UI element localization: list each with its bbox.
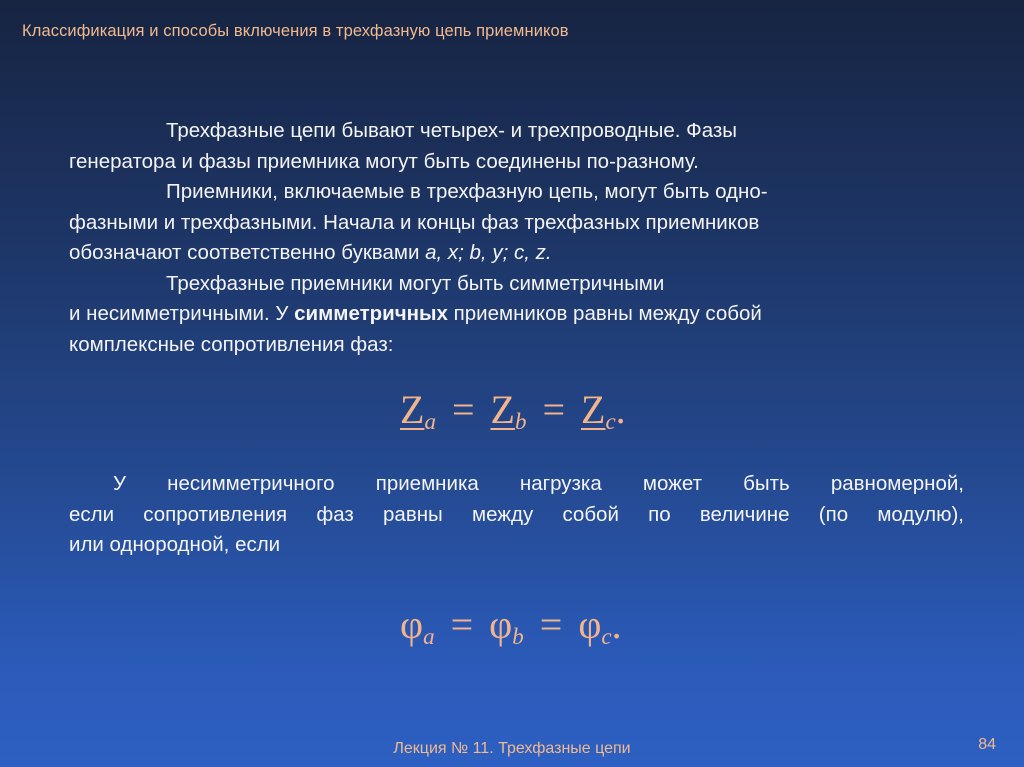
text-line: У несимметричного приемника нагрузка может быть равномерной, [113,472,964,495]
formula-subscript: c [605,409,616,434]
text-line: Трехфазные цепи бывают четырех- и трехпроводные. Фазы [166,119,738,142]
impedance-equality-formula [400,386,626,435]
text-line: Трехфазные приемники могут быть симметричными [166,271,665,295]
page-number: 84 [978,736,996,753]
equals-sign: = [450,602,474,647]
formula-subscript: a [424,409,436,434]
formula-symbol: φ [489,602,513,647]
formula-symbol: φ [578,602,602,647]
text-span: обозначают соответственно буквами [69,241,426,264]
formula-period: . [611,602,622,647]
slide-title: Классификация и способы включения в трехфазную цепь приемников [22,22,569,40]
text-line [69,299,964,330]
text-line: Приемники, включаемые в трехфазную цепь, могут быть одно- [166,180,768,203]
main-text [69,116,964,360]
equals-sign: = [542,387,565,432]
emphasis-text: симметричных [294,302,448,325]
text-span: и несимметричными. У [69,302,295,325]
slide-footer: Лекция № 11. Трехфазные цепи [393,740,631,757]
equals-sign: = [539,602,563,647]
text-line: или однородной, если [69,533,281,556]
formula-subscript: c [601,624,612,649]
text-span: приемников равны между собой [447,302,762,325]
formula-symbol: φ [400,602,424,647]
formula-symbol: Z [490,387,515,432]
formula-symbol: Z [400,387,425,432]
phase-angle-equality-formula [400,601,622,650]
text-line [69,238,964,269]
equals-sign: = [451,387,475,432]
text-line: генератора и фазы приемника могут быть соединены по-разному. [69,149,699,173]
phase-letters: a, x; b, y; c, z. [425,241,552,264]
formula-symbol: Z [581,387,606,432]
text-line: фазными и трехфазными. Начала и концы фаз трехфазных приемников [69,210,760,234]
text-line: если сопротивления фаз равны между собой по величине (по модулю), [69,502,964,526]
formula-subscript: b [512,624,524,649]
text-line: комплексные сопротивления фаз: [69,332,394,356]
paragraph-nonsymmetric [69,469,964,561]
formula-subscript: b [514,409,527,434]
formula-subscript: a [423,624,435,649]
formula-period: . [615,387,626,432]
